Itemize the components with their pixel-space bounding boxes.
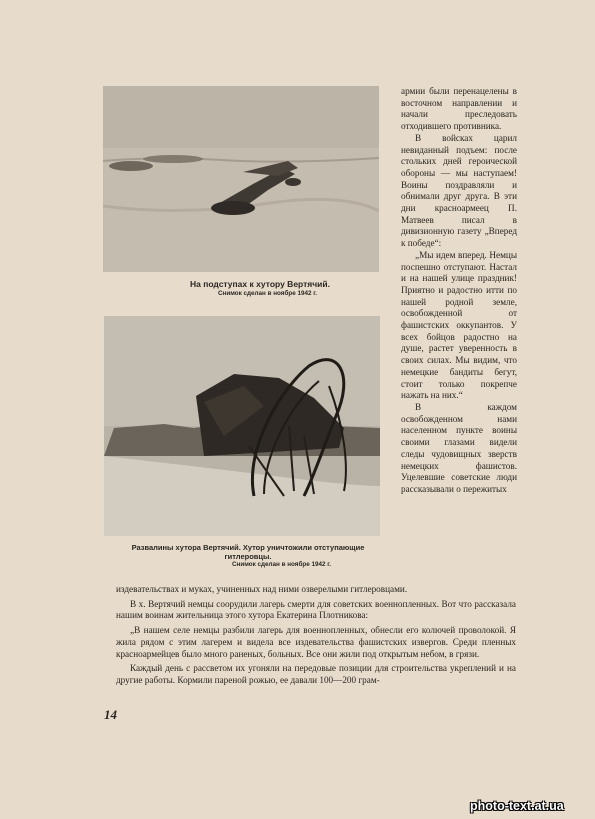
right-column-text bbox=[401, 86, 517, 496]
watermark: photo-text.at.ua bbox=[470, 799, 564, 813]
full-width-text bbox=[116, 584, 516, 690]
photo1-credit: Снимок сделан в ноябре 1942 г. bbox=[218, 290, 317, 297]
photo-ruins-drawing bbox=[104, 316, 380, 536]
photo-soldiers-in-snow bbox=[103, 86, 379, 272]
photo2-credit: Снимок сделан в ноябре 1942 г. bbox=[232, 561, 331, 568]
body-paragraph: Каждый день с рассветом их угоняли на передовые позиции для строительства укреплений и на другие работы. Кормили пареной рожью, ее давали 100—200 грам- bbox=[116, 663, 516, 685]
column-paragraph: В каждом освобожденном нами населенном пункте воины своими глазами видели следы чудовищных зверств немецких фашистов. Уцелевшие советские люди рассказывали о пережитых bbox=[401, 401, 517, 494]
column-paragraph: армии были перенацелены в восточном направлении и начали преследовать отходившего противника. bbox=[401, 86, 517, 132]
photo-soldiers-drawing bbox=[103, 86, 379, 272]
body-paragraph: В х. Вертячий немцы соорудили лагерь смерти для советских военнопленных. Вот что рассказала нашим воинам жительница этого хутора Екатерина Плотникова: bbox=[116, 598, 516, 621]
column-paragraph: „Мы идем вперед. Немцы поспешно отступают. Настал и на нашей улице праздник! Приятно и радостно итти по нашей родной земле, освобожденной от фашистских оккупантов. У всех бойцов радостно на душе, растет уверенность в своих силах. Мы видим, что немецкие бандиты бегут, стоит только покрепче нажать на них.“ bbox=[401, 249, 517, 401]
column-paragraph: В войсках царил невиданный подъем: после стольких дней героической обороны — мы наступаем! Воины поздравляли и обнимали друг друга. В эти дни красноармеец П. Матвеев писал в дивизионную газету „Вперед к победе“: bbox=[401, 132, 517, 249]
photo2-caption: Развалины хутора Вертячий. Хутор уничтожили отступающие гитлеровцы. bbox=[131, 543, 365, 561]
body-paragraph: „В нашем селе немцы разбили лагерь для военнопленных, обнесли его колючей проволокой. Я жила рядом с этим лагерем и видела все издевательства фашистских извергов. Среди пленных красноармейцев было много раненых, больных. Все они жили под открытым небом, в грязи. bbox=[116, 625, 516, 659]
body-paragraph: издевательствах и муках, учиненных над ними озверелыми гитлеровцами. bbox=[116, 584, 408, 594]
photo1-caption: На подступах к хутору Вертячий. bbox=[189, 279, 330, 289]
photo-ruins bbox=[104, 316, 380, 536]
page-number: 14 bbox=[104, 707, 117, 722]
